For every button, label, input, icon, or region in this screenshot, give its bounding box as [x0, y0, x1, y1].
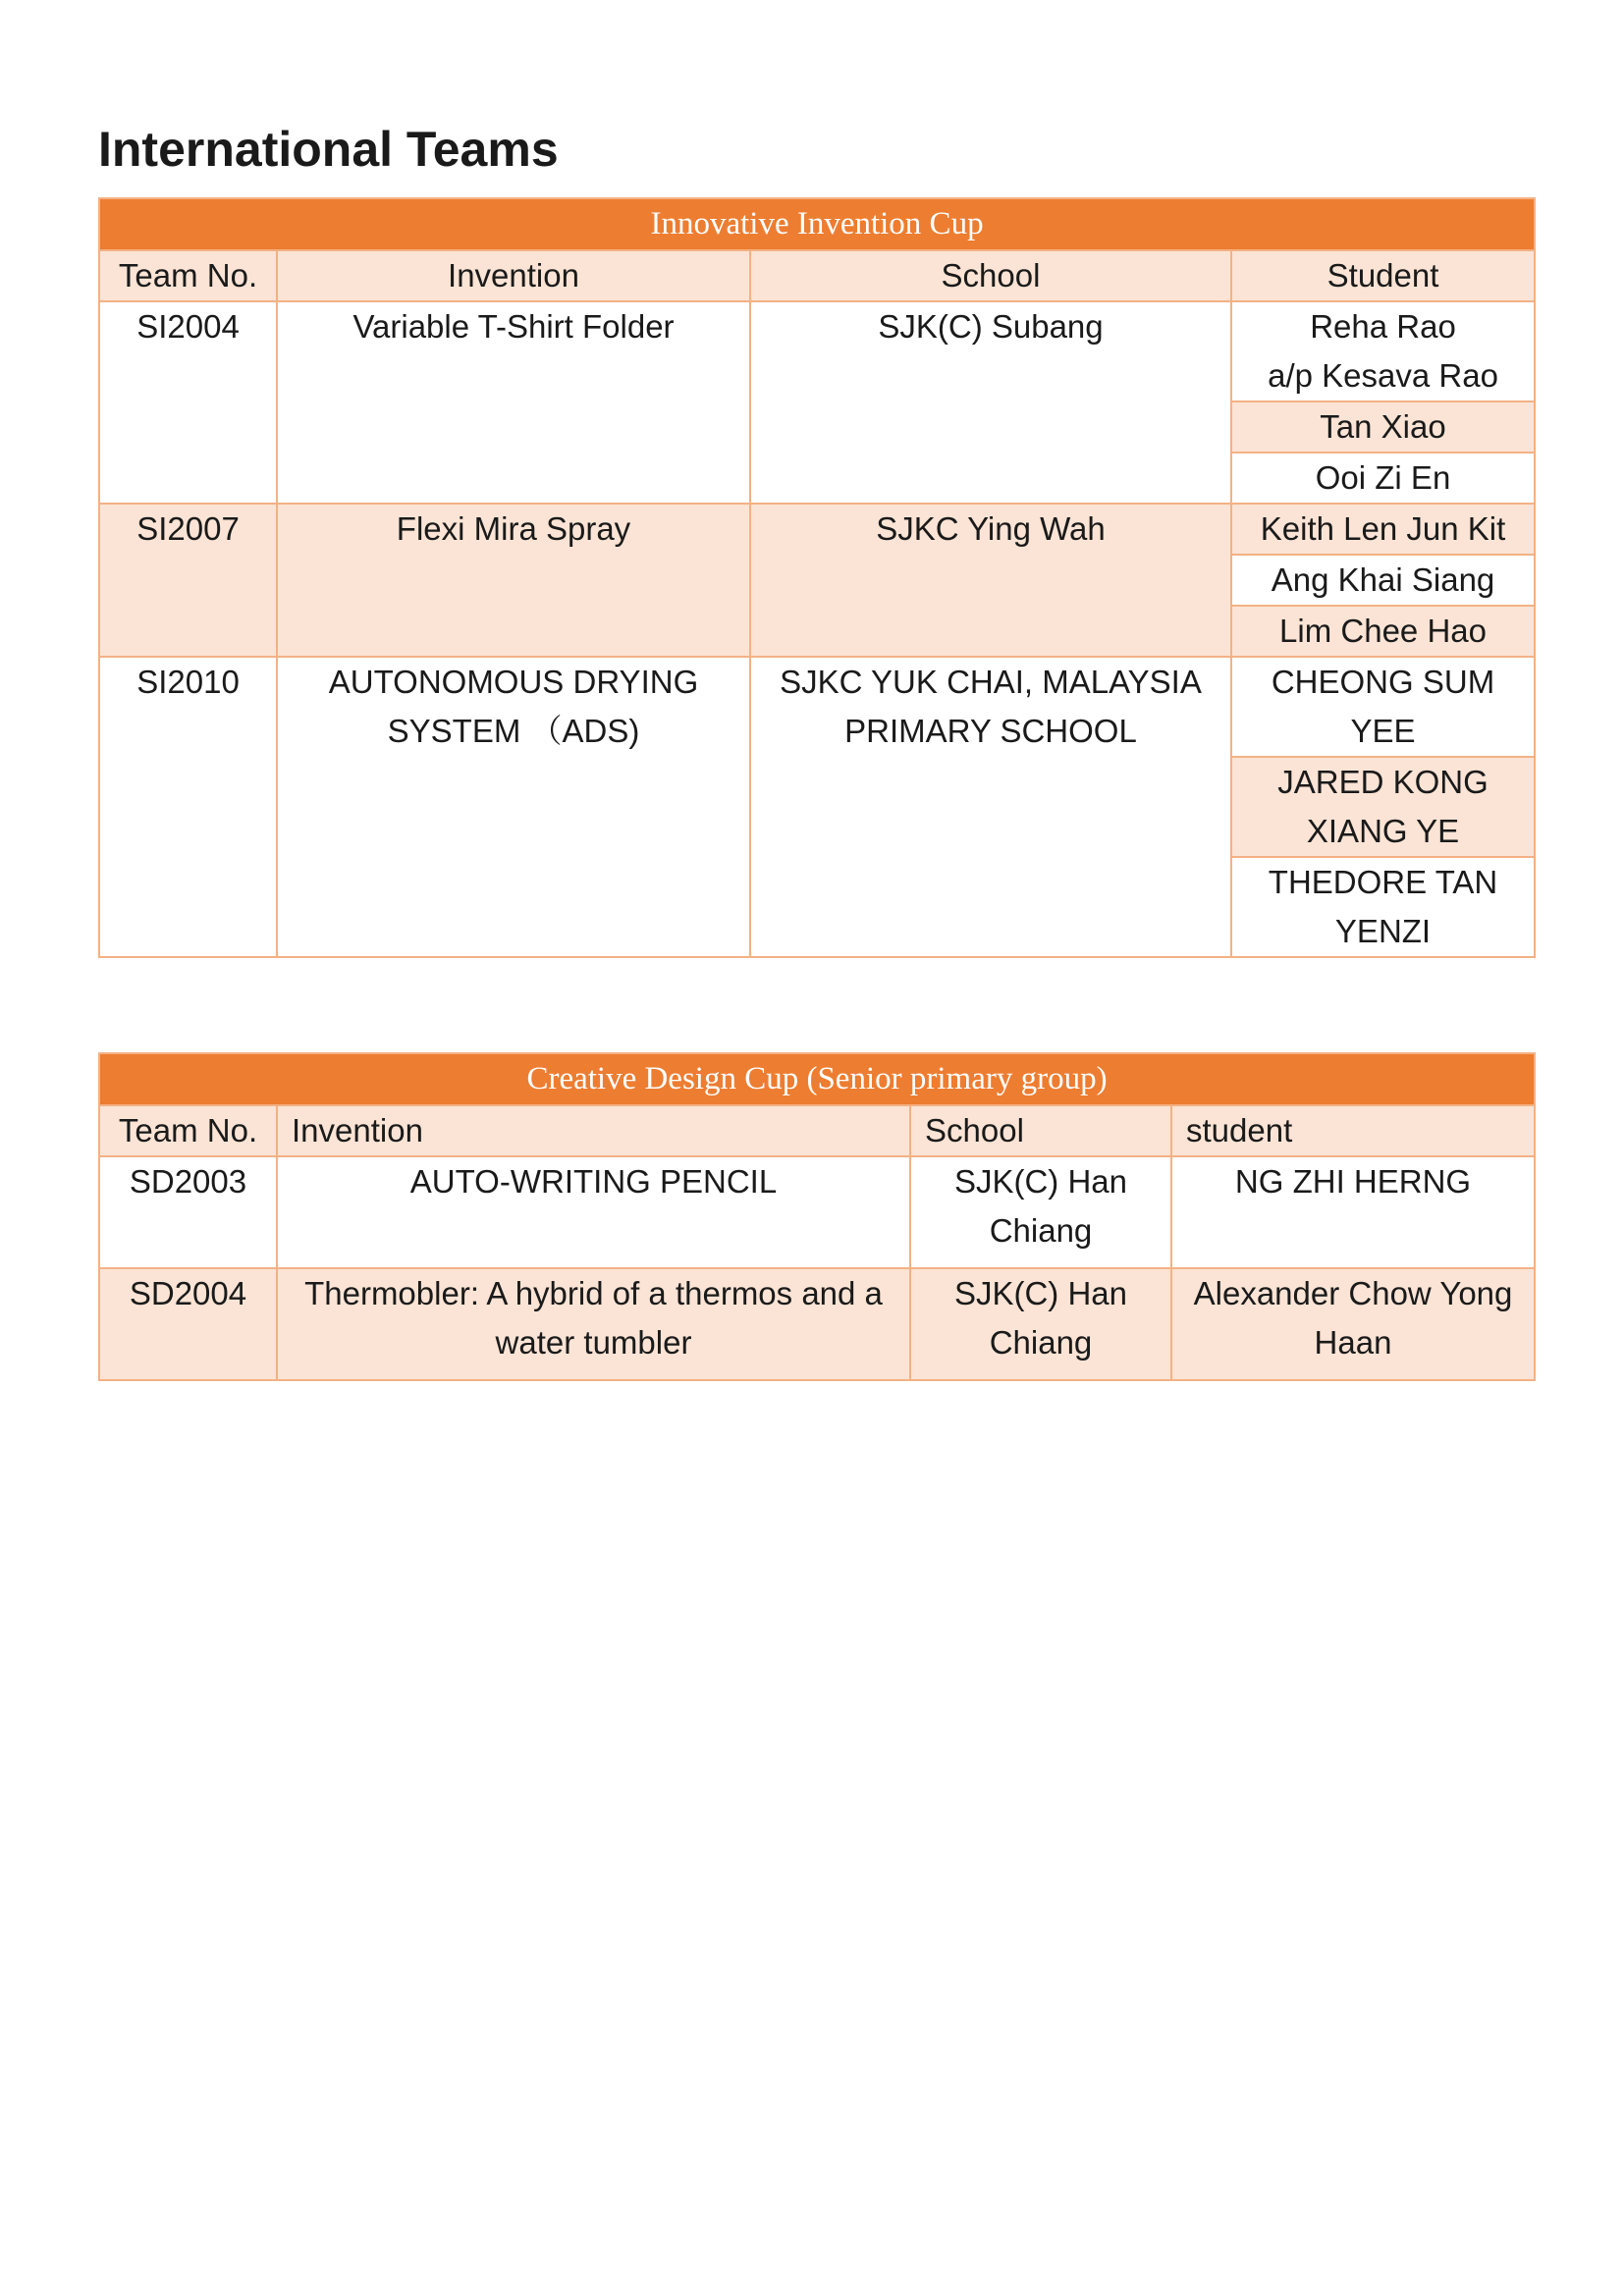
- school-cell: SJKC YUK CHAI, MALAYSIA PRIMARY SCHOOL: [750, 657, 1231, 957]
- table-row: [99, 504, 1535, 555]
- student-cell: Alexander Chow Yong Haan: [1171, 1268, 1535, 1380]
- school-cell: SJK(C) Subang: [750, 301, 1231, 504]
- creative-design-cup-table: [98, 1052, 1536, 1381]
- column-header-student: student: [1171, 1105, 1535, 1156]
- team-no-cell: SD2003: [99, 1156, 277, 1268]
- student-cell: Ooi Zi En: [1231, 453, 1535, 504]
- team-no-cell: SI2004: [99, 301, 277, 504]
- school-cell: SJK(C) Han Chiang: [910, 1156, 1171, 1268]
- column-header-invention: Invention: [277, 1105, 910, 1156]
- column-header-team-no: Team No.: [99, 250, 277, 301]
- invention-cell: Variable T-Shirt Folder: [277, 301, 750, 504]
- invention-cell: AUTONOMOUS DRYING SYSTEM （ADS): [277, 657, 750, 957]
- invention-cell: Thermobler: A hybrid of a thermos and a water tumbler: [277, 1268, 910, 1380]
- innovative-invention-cup-table: [98, 197, 1536, 958]
- student-cell: Reha Rao a/p Kesava Rao: [1231, 301, 1535, 401]
- column-header-student: Student: [1231, 250, 1535, 301]
- column-header-school: School: [750, 250, 1231, 301]
- student-cell: NG ZHI HERNG: [1171, 1156, 1535, 1268]
- column-header-invention: Invention: [277, 250, 750, 301]
- team-no-cell: SD2004: [99, 1268, 277, 1380]
- table-row: [99, 1156, 1535, 1268]
- student-cell: Ang Khai Siang: [1231, 555, 1535, 606]
- page-title: International Teams: [98, 122, 559, 177]
- team-no-cell: SI2010: [99, 657, 277, 957]
- invention-cell: Flexi Mira Spray: [277, 504, 750, 657]
- student-cell: Tan Xiao: [1231, 401, 1535, 453]
- table-caption: Creative Design Cup (Senior primary group): [99, 1053, 1535, 1105]
- student-cell: THEDORE TAN YENZI: [1231, 857, 1535, 957]
- student-cell: JARED KONG XIANG YE: [1231, 757, 1535, 857]
- table-row: [99, 301, 1535, 401]
- column-header-school: School: [910, 1105, 1171, 1156]
- table-caption: Innovative Invention Cup: [99, 198, 1535, 250]
- invention-cell: AUTO-WRITING PENCIL: [277, 1156, 910, 1268]
- column-header-team-no: Team No.: [99, 1105, 277, 1156]
- table-row: [99, 1268, 1535, 1380]
- team-no-cell: SI2007: [99, 504, 277, 657]
- student-cell: CHEONG SUM YEE: [1231, 657, 1535, 757]
- student-cell: Lim Chee Hao: [1231, 606, 1535, 657]
- school-cell: SJK(C) Han Chiang: [910, 1268, 1171, 1380]
- school-cell: SJKC Ying Wah: [750, 504, 1231, 657]
- student-cell: Keith Len Jun Kit: [1231, 504, 1535, 555]
- table-row: [99, 657, 1535, 757]
